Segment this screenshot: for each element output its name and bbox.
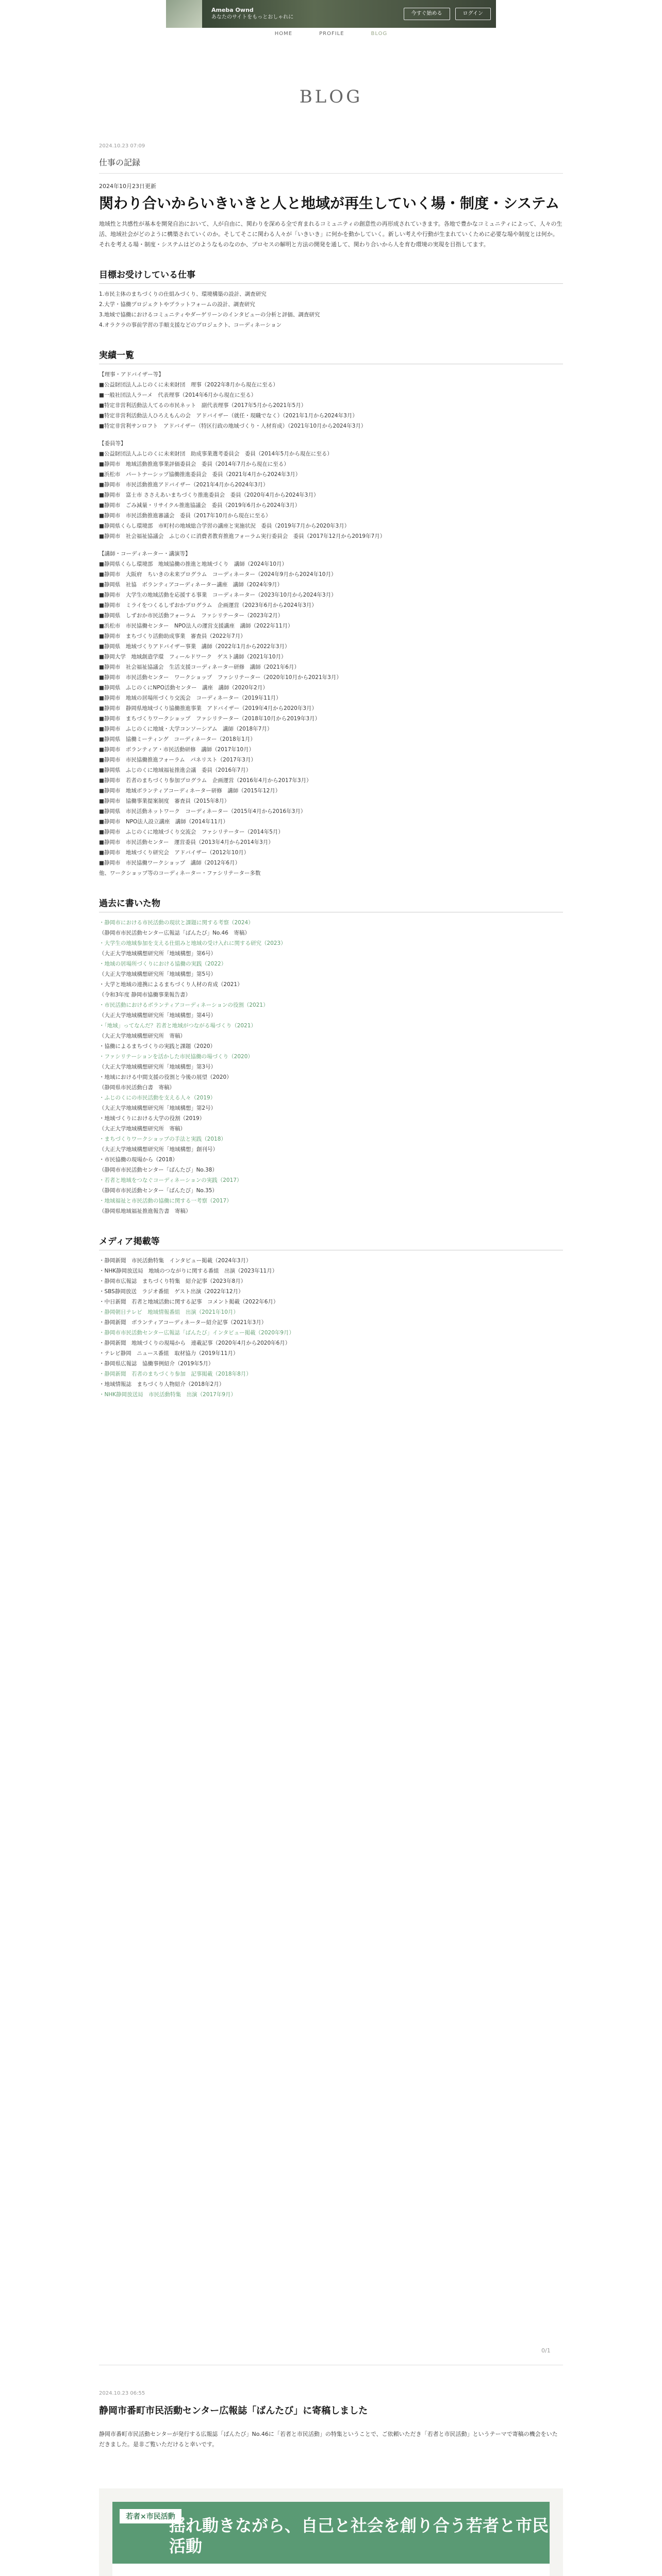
list-item: ■静岡市 ふじのくに地域・大学コンソーシアム 講師（2018年7月） xyxy=(99,726,273,732)
list-link[interactable]: ・大学生の地域参加を支える仕組みと地域の受け入れに関する研究（2023） xyxy=(99,940,286,946)
list-item: ■静岡市 大阪府 ちいきの未来プログラム コーディネーター（2024年9月から2024年10月） xyxy=(99,571,337,578)
list-item: ■静岡市 ごみ減量・リサイクル推進協議会 委員（2019年6月から2024年3月） xyxy=(99,502,301,509)
list-link[interactable]: ・静岡市市民活動センター広報誌「ばんたび」インタビュー掲載（2020年9月） xyxy=(99,1330,295,1336)
start-now-button[interactable]: 今すぐ始める xyxy=(404,8,450,20)
post-intro: 地域性と共感性が基本を開発自治において、人が自由に、関わりを深める全で育まれるコミュニティの創意性の再形成されていきます。各地で豊かなコミュニティによって、人々の生活、地域社会がどのように構築されていくのか。そしてそこに関わる人々が「いきいき」に何かを動かしていく。新しい考えや行動が生まれていくために必要な場や制度とは何か。それを考える場・制度・システムはどのようなものなのか、プロセスの解明と方法の開発を通して、関わり合いから人を育む環境の実現を目指してます。 xyxy=(99,221,562,248)
banner-subtitle: あなたのサイトをもっとおしゃれに xyxy=(211,14,294,20)
list-item: ・静岡新聞 市民活動特集 インタビュー掲載（2024年3月） xyxy=(99,1258,252,1264)
list-item: 【理事・アドバイザー等】 xyxy=(99,371,164,378)
list-link[interactable]: ・若者と地域をつなぐコーディネーションの実践（2017） xyxy=(99,1177,242,1183)
page-title: BLOG xyxy=(299,87,363,107)
list-item: ・地域における中間支援の役割と今後の展望（2020） xyxy=(99,1074,232,1080)
list-link[interactable]: ・静岡朝日テレビ 地域情報番組 出演（2021年10月） xyxy=(99,1309,239,1315)
media-list xyxy=(99,1256,563,1400)
list-item: ■静岡市 若者のまちづくり参加プログラム 企画運営（2016年4月から2017年3月） xyxy=(99,777,312,784)
list-item: ■浜松市 市民協働センター NPO法人の運営支援講座 講師（2022年11月） xyxy=(99,623,293,629)
list-item: ■静岡市 NPO法人設立講座 講師（2014年11月） xyxy=(99,819,228,825)
post-date: 2024.10.23 06:55 xyxy=(99,2391,145,2396)
list-item: ・SBS静岡放送 ラジオ番組 ゲスト出演（2022年12月） xyxy=(99,1289,244,1295)
list-item: ■特定非営利活動法人ひろえもんの会 アドバイザー（就任・現職でなく）（2021年1月から2024年3月） xyxy=(99,413,358,419)
list-item: 他、ワークショップ等のコーディネーター・ファシリテーター多数 xyxy=(99,870,261,876)
list-item: ■公益財団法人ふじのくに未来財団 理事（2022年8月から現在に至る） xyxy=(99,382,278,388)
list-item xyxy=(99,431,563,438)
list-item: 1.市民主体のまちづくりの仕組みづくり、環境構築の設計、調査研究 xyxy=(99,291,267,297)
list-item: ■静岡県くらし環境部 市町村の地域総合学習の講座と実施状況 委員（2019年7月から2020年3月） xyxy=(99,523,350,529)
list-item: （大正大学地域構想研究所「地域構想」第6号） xyxy=(99,951,217,957)
list-item: （大正大学地域構想研究所「地域構想」第4号） xyxy=(99,1012,217,1019)
list-item: ■静岡市 市民活動推進アドバイザー（2021年4月から2024年3月） xyxy=(99,482,269,488)
post-title[interactable]: 静岡市番町市民活動センター広報誌「ばんたび」に寄稿しました xyxy=(99,2405,368,2416)
list-item: 2.大学・協働プロジェクトやプラットフォームの設計、調査研究 xyxy=(99,301,255,308)
list-item: ■静岡市 社会福祉協議会 ふじのくに消費者教育推進フォーラム実行委員会 委員（2017年12月から2019年7月） xyxy=(99,533,386,539)
list-item: ■静岡市 地域の居場所づくり交流会 コーディネーター（2019年11月） xyxy=(99,695,282,701)
list-item: ・市民協働の現場から（2018） xyxy=(99,1157,178,1163)
list-item: ■静岡県 ふじのくに地域福祉推進会議 委員（2016年7月） xyxy=(99,767,252,773)
list-item: ■静岡市 協働事業提案制度 審査員（2015年8月） xyxy=(99,798,230,804)
list-item: ・静岡新聞 ボランティアコーディネーター紹介記事（2021年3月） xyxy=(99,1319,267,1326)
list-item: ・大学と地域の連携によるまちづくり人材の育成（2021） xyxy=(99,981,243,988)
list-item: ■静岡市 市民協働ワークショップ 講師（2012年6月） xyxy=(99,860,241,866)
list-item: ■静岡市 ミライをつくるしずおかプログラム 企画運営（2023年6月から2024年3月） xyxy=(99,602,317,608)
writings-list xyxy=(99,918,563,1216)
list-item: ・NHK静岡放送局 地域のつながりに関する番組 出演（2023年11月） xyxy=(99,1268,278,1274)
nav-home[interactable]: HOME xyxy=(274,31,293,37)
flyer-heading: 揺れ動きながら、自己と社会を創り合う若者と市民活動 xyxy=(169,2516,549,2556)
list-item: ・テレビ静岡 ニュース番組 取材協力（2019年11月） xyxy=(99,1350,239,1357)
list-item: （大正大学地域構想研究所「地域構想」第2号） xyxy=(99,1105,217,1111)
list-item: ■静岡市 社会福祉協議会 生活支援コーディネーター研修 講師（2021年6月） xyxy=(99,664,300,670)
list-item: 3.地域で協働におけるコミュニティやダーゲリーンのインタビューの分析と評価、調査研究 xyxy=(99,312,320,318)
section-heading-services: 目標お受けしている仕事 xyxy=(99,267,563,284)
achievements-list xyxy=(99,369,563,878)
banner-title: Ameba Ownd xyxy=(211,7,254,13)
list-item: ■静岡市 地域づくり研究会 アドバイザー（2012年10月） xyxy=(99,850,250,856)
list-item: ■特定非営利サンロフト アドバイザー（特区行政の地域づくり・人材育成）（2021年10月から2024年3月） xyxy=(99,423,367,429)
list-item: ■静岡県 地域づくりアドバイザー事業 講師（2022年1月から2022年3月） xyxy=(99,643,290,650)
post-headline: 関わり合いからいきいきと人と地域が再生していく場・制度・システム xyxy=(99,195,560,212)
list-item: ■静岡市 ふじのくに地域づくり交流会 ファシリテーター（2014年5月） xyxy=(99,829,284,835)
list-item: ■静岡県 市民活動ネットワーク コーディネーター（2015年4月から2016年3月） xyxy=(99,808,306,815)
top-bar xyxy=(0,0,662,40)
list-item: （静岡市市民活動センター「ばんたび」No.35） xyxy=(99,1188,218,1194)
login-button[interactable]: ログイン xyxy=(455,8,491,20)
list-item: （静岡市市民活動センター広報誌「ばんたび」No.46 寄稿） xyxy=(99,930,250,936)
list-link[interactable]: ・ふじのくにの市民活動を支える人々（2019） xyxy=(99,1095,216,1101)
list-item: ■浜松市 パートナーシップ協働推進委員会 委員（2021年4月から2024年3月） xyxy=(99,471,301,478)
list-item: 【委員等】 xyxy=(99,440,126,447)
list-link[interactable]: ・地域の居場所づくりにおける協働の実践（2022） xyxy=(99,961,227,967)
list-item: （大正大学地域構想研究所「地域構想」第3号） xyxy=(99,1064,217,1070)
services-list xyxy=(99,289,563,330)
nav-blog[interactable]: BLOG xyxy=(371,31,388,37)
list-item: ■静岡県 社協 ボランティアコーディネーター講座 講師（2024年9月） xyxy=(99,582,283,588)
list-link[interactable]: ・NHK静岡放送局 市民活動特集 出演（2017年9月） xyxy=(99,1392,237,1398)
list-item: ■静岡市 市民活動推進審議会 委員（2017年10月から現在に至る） xyxy=(99,513,271,519)
list-item: 4.オラクラの事前学習の手順支援などのプロジェクト、コーディネーション xyxy=(99,322,282,328)
list-item: （静岡県地域福祉推進報告書 寄稿） xyxy=(99,1208,191,1214)
list-item: （令和3年度 静岡市協働事業報告書） xyxy=(99,992,191,998)
list-link[interactable]: ・まちづくりワークショップの手法と実践（2018） xyxy=(99,1136,226,1142)
list-link[interactable]: ・地域福祉と市民活動の協働に関する一考察（2017） xyxy=(99,1198,232,1204)
list-item: ■静岡市 大学生の地域活動を応援する事業 コーディネーター（2023年10月から2024年3月） xyxy=(99,592,337,598)
pager[interactable]: 0/1 xyxy=(541,2347,551,2354)
list-item: ■静岡県 しずおか市民活動フォーラム ファシリテーター（2023年2月） xyxy=(99,613,284,619)
banner-thumbnail xyxy=(166,0,202,28)
list-item: ■静岡県 ふじのくにNPO活動センター 講座 講師（2020年2月） xyxy=(99,685,268,691)
list-item: ■静岡市 ボランティア・市民活動研修 講師（2017年10月） xyxy=(99,747,255,753)
main-nav xyxy=(0,31,662,40)
flyer-header xyxy=(112,2502,550,2564)
list-item: ■静岡市 地域活動推進事業評価委員会 委員（2014年7月から現在に至る） xyxy=(99,461,289,467)
list-item: （大正大学地域構想研究所「地域構想」創刊号） xyxy=(99,1146,218,1153)
blog-post-2 xyxy=(99,2391,563,2450)
list-item: ・協働によるまちづくりの実践と課題（2020） xyxy=(99,1043,216,1049)
post-date: 2024.10.23 07:09 xyxy=(99,143,145,149)
list-item: ■静岡市 市民活動センター 運営委員（2013年4月から2014年3月） xyxy=(99,839,274,845)
list-item: ・中日新聞 若者と地域活動に関する記事 コメント掲載（2022年6月） xyxy=(99,1299,279,1305)
list-item: （静岡市市民活動センター「ばんたび」No.38） xyxy=(99,1167,218,1173)
list-item: （大正大学地域構想研究所 寄稿） xyxy=(99,1033,186,1039)
list-item: ■静岡市 市民活動センター ワークショップ ファシリテーター（2020年10月から2021年3月） xyxy=(99,674,342,681)
section-heading-achievements: 実績一覧 xyxy=(99,348,563,364)
list-item: ■静岡市 静岡県地域づくり協働推進事業 アドバイザー（2019年4月から2020年3月） xyxy=(99,705,318,711)
list-link[interactable]: ・静岡市における市民活動の現状と課題に関する考察（2024） xyxy=(99,920,254,926)
list-item: ■静岡県 協働ミーティング コーディネーター（2018年1月） xyxy=(99,736,256,742)
list-item: ■静岡県くらし環境部 地域協働の推進と地域づくり 講師（2024年10月） xyxy=(99,561,288,567)
flyer-image xyxy=(99,2488,563,2576)
list-item: （大正大学地域構想研究所「地域構想」第5号） xyxy=(99,971,217,977)
post-category[interactable]: 仕事の記録 xyxy=(99,156,563,174)
list-item: ・静岡市広報誌 まちづくり特集 紹介記事（2023年8月） xyxy=(99,1278,246,1284)
list-link[interactable]: ・静岡新聞 若者のまちづくり参加 記事掲載（2018年8月） xyxy=(99,1371,252,1377)
list-item: ・静岡県広報誌 協働事例紹介（2019年5月） xyxy=(99,1361,214,1367)
section-heading-writings: 過去に書いた物 xyxy=(99,896,563,912)
list-item: ■静岡市 地域ボランティアコーディネーター研修 講師（2015年12月） xyxy=(99,788,281,794)
list-item xyxy=(99,541,563,549)
section-heading-media: メディア掲載等 xyxy=(99,1234,563,1250)
blog-post xyxy=(99,143,563,1400)
list-item: 【講師・コーディネーター・講演等】 xyxy=(99,551,191,557)
list-link[interactable]: ・市民活動におけるボランティアコーディネーションの役割（2021） xyxy=(99,1002,269,1008)
promo-banner[interactable] xyxy=(166,0,496,28)
list-item: ■公益財団法人ふじのくに未来財団 助成事業選考委員会 委員（2014年5月から現在に至る） xyxy=(99,451,333,457)
nav-profile[interactable]: PROFILE xyxy=(319,31,344,37)
list-item: ■静岡大学 地域創造学環 フィールドワーク ゲスト講師（2021年10月） xyxy=(99,654,287,660)
list-item: （大正大学地域構想研究所 寄稿） xyxy=(99,1126,186,1132)
post-body: 静岡市番町市民活動センターが発行する広報誌「ばんたび」No.46に「若者と市民活動」の特集ということで、ご依頼いただき「若者と市民活動」というテーマで寄稿の機会をいただきました。是非ご覧いただけると幸いです。 xyxy=(99,2431,558,2448)
list-item: ■静岡市 まちづくりワークショップ ファシリテーター（2018年10月から2019年3月） xyxy=(99,716,321,722)
list-item: ■特定非営利活動法人てるの市民ネット 副代表理事（2017年5月から2021年5月） xyxy=(99,402,307,409)
list-link[interactable]: ・ファシリテーションを活かした市民協働の場づくり（2020） xyxy=(99,1054,253,1060)
list-item: ■静岡市 市民協働推進フォーラム パネリスト（2017年3月） xyxy=(99,757,256,763)
list-item: ■静岡市 富士市 ささえあいまちづくり推進委員会 委員（2020年4月から2024年3月） xyxy=(99,492,319,498)
list-item: ・静岡新聞 地域づくりの現場から 連載記事（2020年4月から2020年6月） xyxy=(99,1340,291,1346)
list-item: ・地域情報誌 まちづくり人物紹介（2018年2月） xyxy=(99,1381,225,1387)
list-item: ・地域づくりにおける大学の役割（2019） xyxy=(99,1115,205,1122)
post-updated: 2024年10月23日更新 xyxy=(99,183,156,190)
flyer-label: 若者×市民活動 xyxy=(120,2509,181,2523)
list-item: （静岡県市民活動白書 寄稿） xyxy=(99,1084,175,1091)
list-link[interactable]: ・「地域」ってなんだ？若者と地域がつながる場づくり（2021） xyxy=(99,1023,256,1029)
list-item: ■一般社団法人ラーメ 代表理事（2014年6月から現在に至る） xyxy=(99,392,257,398)
list-item: ■静岡市 まちづくり活動助成事業 審査員（2022年7月） xyxy=(99,633,246,639)
